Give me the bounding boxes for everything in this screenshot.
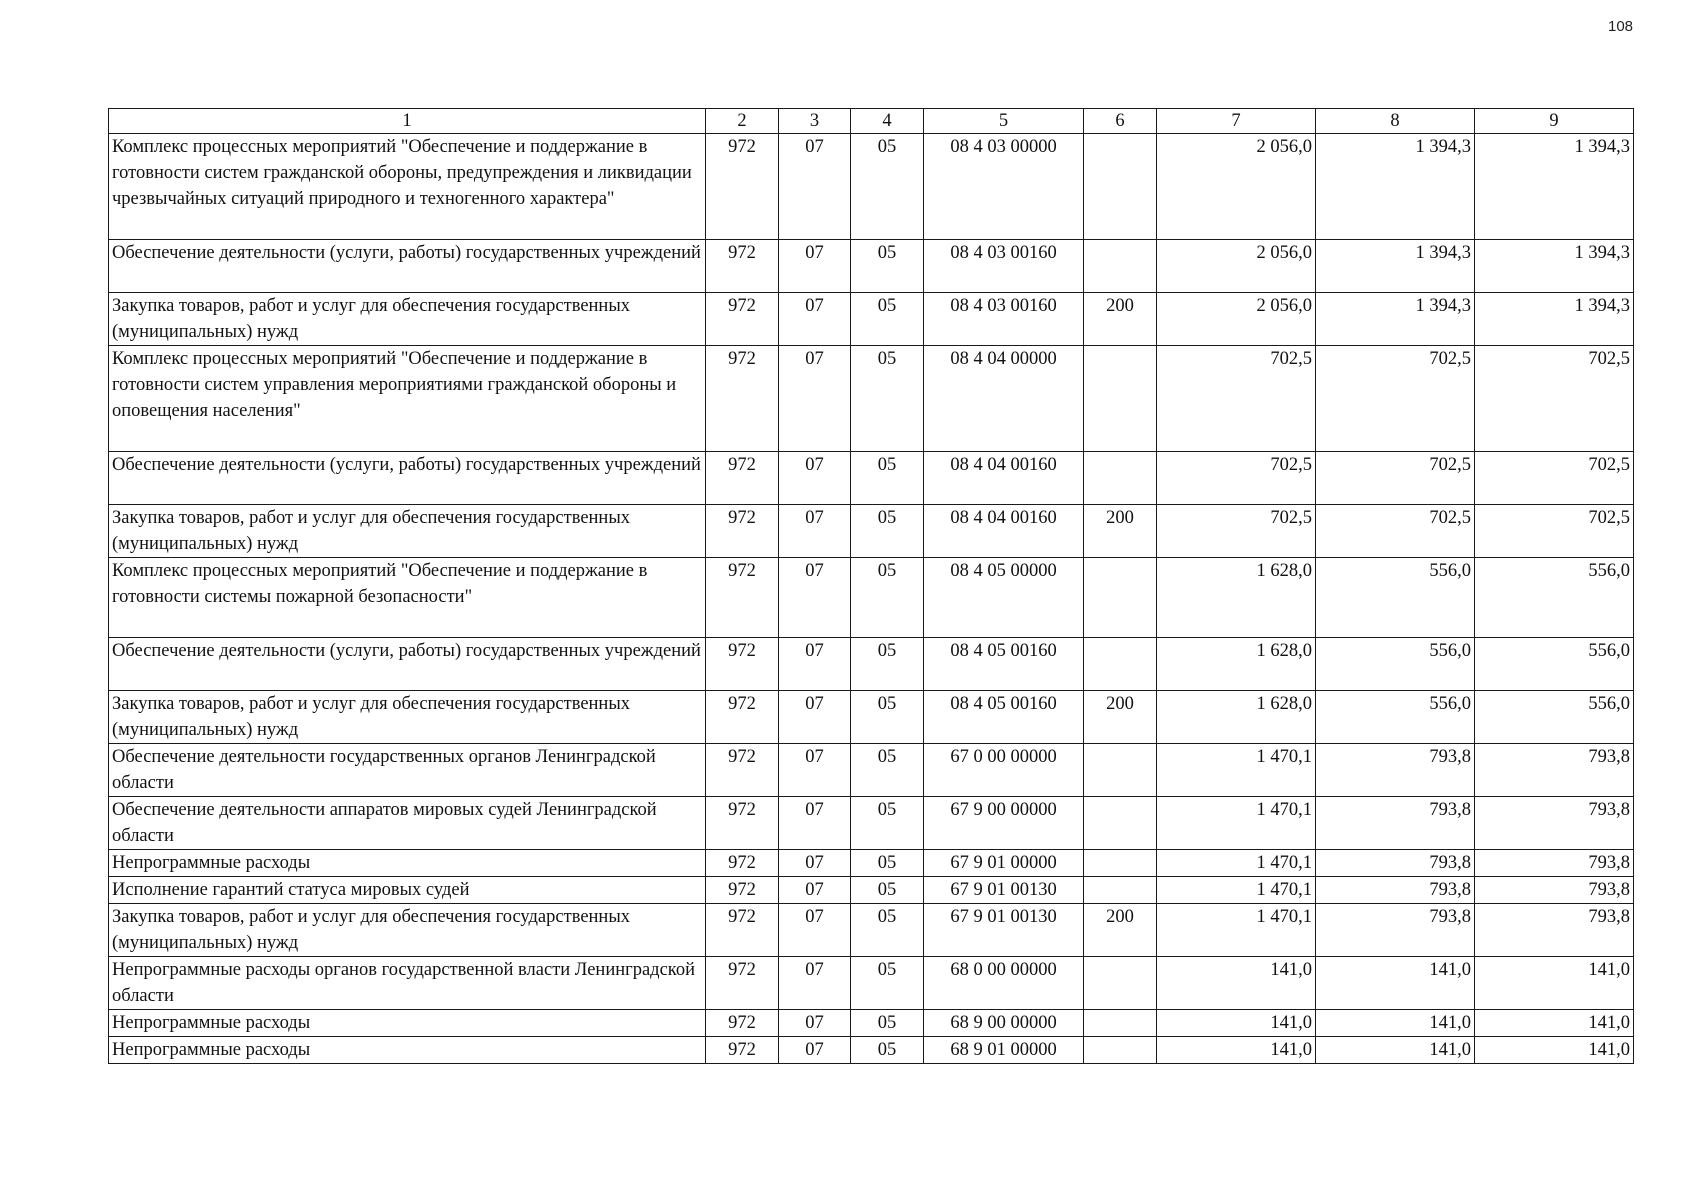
row-value-7: 2 056,0 xyxy=(1157,240,1316,293)
row-target-code: 67 0 00 00000 xyxy=(924,744,1084,797)
row-section: 07 xyxy=(779,240,851,293)
row-expense-type: 200 xyxy=(1084,691,1157,744)
row-subsection: 05 xyxy=(851,877,924,904)
table-row xyxy=(109,744,1634,797)
row-value-7: 1 470,1 xyxy=(1157,850,1316,877)
row-value-7: 2 056,0 xyxy=(1157,293,1316,346)
row-target-code: 08 4 04 00160 xyxy=(924,505,1084,558)
row-section: 07 xyxy=(779,505,851,558)
row-value-7: 1 470,1 xyxy=(1157,904,1316,957)
row-section: 07 xyxy=(779,452,851,505)
row-name: Непрограммные расходы xyxy=(109,1010,706,1037)
row-subsection: 05 xyxy=(851,957,924,1010)
row-expense-type xyxy=(1084,1037,1157,1064)
row-target-code: 68 9 00 00000 xyxy=(924,1010,1084,1037)
row-grbs: 972 xyxy=(706,1010,779,1037)
row-expense-type xyxy=(1084,346,1157,452)
row-grbs: 972 xyxy=(706,744,779,797)
header-cell-2: 2 xyxy=(706,109,779,134)
row-value-9: 556,0 xyxy=(1475,638,1634,691)
row-target-code: 08 4 04 00000 xyxy=(924,346,1084,452)
row-value-7: 702,5 xyxy=(1157,346,1316,452)
row-value-9: 702,5 xyxy=(1475,452,1634,505)
row-target-code: 08 4 04 00160 xyxy=(924,452,1084,505)
row-value-9: 556,0 xyxy=(1475,691,1634,744)
row-grbs: 972 xyxy=(706,877,779,904)
row-name: Непрограммные расходы xyxy=(109,850,706,877)
row-name: Комплекс процессных мероприятий "Обеспечение и поддержание в готовности систем гражданской обороны, предупреждения и ликвидации чрезвычайных ситуаций природного и техногенного характера" xyxy=(109,134,706,240)
row-grbs: 972 xyxy=(706,346,779,452)
row-target-code: 68 9 01 00000 xyxy=(924,1037,1084,1064)
table-row xyxy=(109,240,1634,293)
row-value-8: 793,8 xyxy=(1316,904,1475,957)
header-cell-6: 6 xyxy=(1084,109,1157,134)
table-row xyxy=(109,638,1634,691)
row-name: Комплекс процессных мероприятий "Обеспечение и поддержание в готовности системы пожарной безопасности" xyxy=(109,558,706,638)
row-target-code: 08 4 05 00160 xyxy=(924,638,1084,691)
row-subsection: 05 xyxy=(851,1010,924,1037)
row-subsection: 05 xyxy=(851,744,924,797)
table-row xyxy=(109,877,1634,904)
row-target-code: 68 0 00 00000 xyxy=(924,957,1084,1010)
row-section: 07 xyxy=(779,850,851,877)
row-expense-type xyxy=(1084,452,1157,505)
row-grbs: 972 xyxy=(706,957,779,1010)
row-value-7: 1 470,1 xyxy=(1157,744,1316,797)
table-row xyxy=(109,1037,1634,1064)
budget-table xyxy=(108,108,1634,1064)
row-name: Закупка товаров, работ и услуг для обеспечения государственных (муниципальных) нужд xyxy=(109,691,706,744)
row-value-7: 1 628,0 xyxy=(1157,558,1316,638)
row-expense-type xyxy=(1084,1010,1157,1037)
row-value-9: 702,5 xyxy=(1475,505,1634,558)
header-cell-7: 7 xyxy=(1157,109,1316,134)
row-name: Комплекс процессных мероприятий "Обеспечение и поддержание в готовности систем управления мероприятиями гражданской обороны и оповещения населения" xyxy=(109,346,706,452)
row-grbs: 972 xyxy=(706,452,779,505)
table-row xyxy=(109,505,1634,558)
row-value-7: 702,5 xyxy=(1157,505,1316,558)
row-section: 07 xyxy=(779,744,851,797)
row-value-7: 141,0 xyxy=(1157,957,1316,1010)
row-section: 07 xyxy=(779,558,851,638)
row-name: Обеспечение деятельности аппаратов мировых судей Ленинградской области xyxy=(109,797,706,850)
row-section: 07 xyxy=(779,904,851,957)
row-value-7: 141,0 xyxy=(1157,1010,1316,1037)
row-value-9: 793,8 xyxy=(1475,850,1634,877)
row-section: 07 xyxy=(779,1037,851,1064)
row-value-8: 556,0 xyxy=(1316,638,1475,691)
row-value-9: 793,8 xyxy=(1475,744,1634,797)
row-expense-type xyxy=(1084,957,1157,1010)
row-expense-type xyxy=(1084,558,1157,638)
row-target-code: 67 9 01 00130 xyxy=(924,877,1084,904)
row-value-9: 141,0 xyxy=(1475,957,1634,1010)
row-expense-type xyxy=(1084,877,1157,904)
row-name: Обеспечение деятельности (услуги, работы) государственных учреждений xyxy=(109,240,706,293)
row-subsection: 05 xyxy=(851,904,924,957)
row-grbs: 972 xyxy=(706,904,779,957)
row-grbs: 972 xyxy=(706,1037,779,1064)
row-target-code: 08 4 05 00160 xyxy=(924,691,1084,744)
row-expense-type: 200 xyxy=(1084,904,1157,957)
row-subsection: 05 xyxy=(851,293,924,346)
table-row xyxy=(109,134,1634,240)
row-grbs: 972 xyxy=(706,505,779,558)
row-subsection: 05 xyxy=(851,638,924,691)
row-subsection: 05 xyxy=(851,797,924,850)
table-row xyxy=(109,797,1634,850)
row-name: Обеспечение деятельности (услуги, работы) государственных учреждений xyxy=(109,452,706,505)
row-value-8: 1 394,3 xyxy=(1316,293,1475,346)
row-value-7: 2 056,0 xyxy=(1157,134,1316,240)
row-name: Непрограммные расходы xyxy=(109,1037,706,1064)
row-target-code: 08 4 03 00160 xyxy=(924,293,1084,346)
row-value-8: 1 394,3 xyxy=(1316,240,1475,293)
row-section: 07 xyxy=(779,134,851,240)
row-expense-type: 200 xyxy=(1084,293,1157,346)
row-name: Исполнение гарантий статуса мировых судей xyxy=(109,877,706,904)
header-cell-9: 9 xyxy=(1475,109,1634,134)
row-expense-type xyxy=(1084,134,1157,240)
row-name: Обеспечение деятельности государственных органов Ленинградской области xyxy=(109,744,706,797)
row-grbs: 972 xyxy=(706,134,779,240)
row-subsection: 05 xyxy=(851,134,924,240)
row-value-9: 141,0 xyxy=(1475,1037,1634,1064)
header-cell-5: 5 xyxy=(924,109,1084,134)
table-row xyxy=(109,346,1634,452)
row-value-9: 793,8 xyxy=(1475,877,1634,904)
row-name: Закупка товаров, работ и услуг для обеспечения государственных (муниципальных) нужд xyxy=(109,505,706,558)
row-grbs: 972 xyxy=(706,293,779,346)
row-subsection: 05 xyxy=(851,505,924,558)
table-row xyxy=(109,293,1634,346)
row-value-8: 793,8 xyxy=(1316,744,1475,797)
row-subsection: 05 xyxy=(851,452,924,505)
row-value-7: 141,0 xyxy=(1157,1037,1316,1064)
row-section: 07 xyxy=(779,293,851,346)
row-value-9: 1 394,3 xyxy=(1475,293,1634,346)
row-value-9: 1 394,3 xyxy=(1475,134,1634,240)
page-number: 108 xyxy=(1608,18,1634,35)
row-value-8: 556,0 xyxy=(1316,558,1475,638)
row-value-9: 1 394,3 xyxy=(1475,240,1634,293)
row-grbs: 972 xyxy=(706,240,779,293)
row-value-9: 141,0 xyxy=(1475,1010,1634,1037)
row-name: Закупка товаров, работ и услуг для обеспечения государственных (муниципальных) нужд xyxy=(109,293,706,346)
row-value-8: 702,5 xyxy=(1316,452,1475,505)
row-expense-type xyxy=(1084,744,1157,797)
header-cell-8: 8 xyxy=(1316,109,1475,134)
row-section: 07 xyxy=(779,957,851,1010)
table-row xyxy=(109,452,1634,505)
row-value-8: 793,8 xyxy=(1316,877,1475,904)
row-subsection: 05 xyxy=(851,558,924,638)
table-row xyxy=(109,691,1634,744)
row-name: Непрограммные расходы органов государственной власти Ленинградской области xyxy=(109,957,706,1010)
row-value-9: 702,5 xyxy=(1475,346,1634,452)
row-grbs: 972 xyxy=(706,850,779,877)
table-row xyxy=(109,904,1634,957)
row-value-8: 141,0 xyxy=(1316,1037,1475,1064)
table-row xyxy=(109,957,1634,1010)
row-value-8: 141,0 xyxy=(1316,957,1475,1010)
row-target-code: 08 4 03 00000 xyxy=(924,134,1084,240)
table-row xyxy=(109,850,1634,877)
row-target-code: 08 4 03 00160 xyxy=(924,240,1084,293)
row-grbs: 972 xyxy=(706,558,779,638)
row-value-7: 1 628,0 xyxy=(1157,638,1316,691)
row-subsection: 05 xyxy=(851,240,924,293)
row-name: Обеспечение деятельности (услуги, работы) государственных учреждений xyxy=(109,638,706,691)
row-name: Закупка товаров, работ и услуг для обеспечения государственных (муниципальных) нужд xyxy=(109,904,706,957)
row-grbs: 972 xyxy=(706,638,779,691)
row-target-code: 08 4 05 00000 xyxy=(924,558,1084,638)
row-value-8: 793,8 xyxy=(1316,850,1475,877)
row-expense-type xyxy=(1084,638,1157,691)
row-value-9: 793,8 xyxy=(1475,904,1634,957)
table-row xyxy=(109,1010,1634,1037)
row-value-7: 1 628,0 xyxy=(1157,691,1316,744)
row-value-7: 1 470,1 xyxy=(1157,877,1316,904)
row-expense-type xyxy=(1084,850,1157,877)
row-expense-type: 200 xyxy=(1084,505,1157,558)
row-section: 07 xyxy=(779,1010,851,1037)
row-value-8: 702,5 xyxy=(1316,346,1475,452)
row-subsection: 05 xyxy=(851,691,924,744)
row-target-code: 67 9 00 00000 xyxy=(924,797,1084,850)
row-value-7: 1 470,1 xyxy=(1157,797,1316,850)
row-grbs: 972 xyxy=(706,691,779,744)
header-cell-1: 1 xyxy=(109,109,706,134)
row-subsection: 05 xyxy=(851,346,924,452)
row-section: 07 xyxy=(779,638,851,691)
row-section: 07 xyxy=(779,797,851,850)
row-value-8: 141,0 xyxy=(1316,1010,1475,1037)
header-cell-4: 4 xyxy=(851,109,924,134)
row-section: 07 xyxy=(779,346,851,452)
row-expense-type xyxy=(1084,240,1157,293)
row-value-9: 793,8 xyxy=(1475,797,1634,850)
row-value-8: 702,5 xyxy=(1316,505,1475,558)
row-grbs: 972 xyxy=(706,797,779,850)
header-row xyxy=(109,109,1634,134)
row-value-8: 556,0 xyxy=(1316,691,1475,744)
table-row xyxy=(109,558,1634,638)
header-cell-3: 3 xyxy=(779,109,851,134)
row-section: 07 xyxy=(779,691,851,744)
row-expense-type xyxy=(1084,797,1157,850)
row-value-8: 793,8 xyxy=(1316,797,1475,850)
row-value-8: 1 394,3 xyxy=(1316,134,1475,240)
row-target-code: 67 9 01 00130 xyxy=(924,904,1084,957)
row-value-9: 556,0 xyxy=(1475,558,1634,638)
row-target-code: 67 9 01 00000 xyxy=(924,850,1084,877)
row-subsection: 05 xyxy=(851,850,924,877)
row-value-7: 702,5 xyxy=(1157,452,1316,505)
row-section: 07 xyxy=(779,877,851,904)
row-subsection: 05 xyxy=(851,1037,924,1064)
